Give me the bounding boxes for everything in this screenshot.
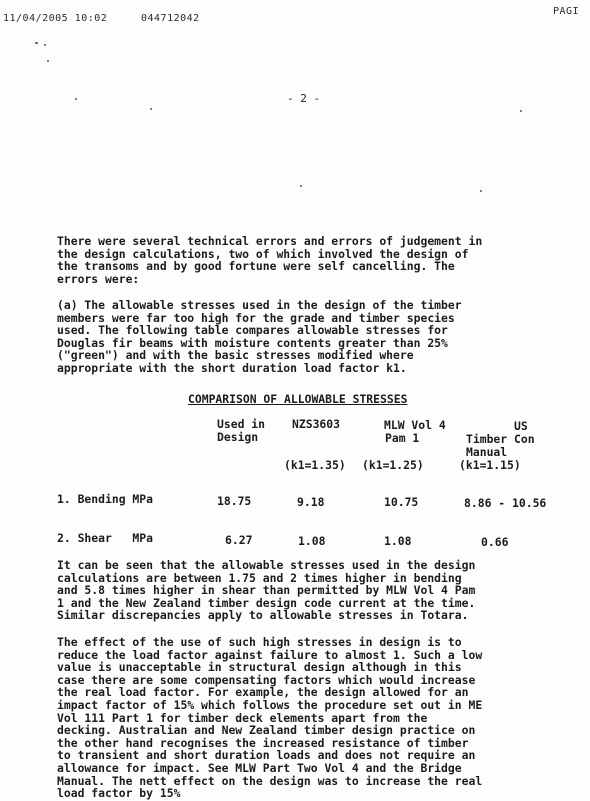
- header-mlw-2: Pam 1: [385, 431, 420, 445]
- scan-speck: [44, 44, 46, 46]
- header-us-3: Manual: [466, 445, 508, 459]
- cell-mlw: 1.08: [384, 534, 412, 548]
- scan-speck: [150, 108, 152, 110]
- fax-datetime: 11/04/2005 10:02: [3, 13, 108, 24]
- text-line: Vol 111 Part 1 for timber deck elements apart from the: [57, 710, 428, 725]
- scan-speck: [75, 98, 77, 100]
- text-line: errors were:: [57, 271, 140, 286]
- header-used-in-design-2: Design: [217, 430, 259, 444]
- cell-us: 0.66: [481, 535, 509, 549]
- header-nzs3603: NZS3603: [292, 417, 341, 431]
- text-line: 1 and the New Zealand timber design code current at the time.: [57, 595, 476, 610]
- cell-nzs3603: 9.18: [297, 495, 325, 509]
- cell-used-in-design: 6.27: [225, 533, 253, 547]
- text-line: The effect of the use of such high stresses in design is to: [57, 635, 462, 649]
- text-line: members were far too high for the grade and timber species: [57, 310, 455, 325]
- text-line: case there are some compensating factors which would increase: [57, 672, 476, 687]
- discrepancy-paragraph: [57, 559, 569, 622]
- row-label: 1. Bending MPa: [57, 492, 154, 506]
- text-line: the real load factor. For example, the design allowed for an: [57, 685, 469, 700]
- row-label: 2. Shear MPa: [57, 531, 154, 545]
- text-line: There were several technical errors and errors of judgement in: [57, 234, 483, 248]
- text-line: Similar discrepancies apply to allowable stresses in Totara.: [57, 608, 469, 623]
- text-line: Douglas fir beams with moisture contents greater than 25%: [57, 335, 448, 350]
- text-line: Manual. The nett effect on the design was to increase the real: [57, 773, 483, 788]
- text-line: the design calculations, two of which involved the design of: [57, 246, 469, 261]
- cell-us: 8.86 - 10.56: [464, 496, 547, 510]
- text-line: the transoms and by good fortune were self cancelling. The: [57, 259, 455, 274]
- text-line: appropriate with the short duration load factor k1.: [57, 360, 407, 375]
- header-us-2: Timber Con: [466, 432, 535, 446]
- header-used-in-design-1: Used in: [217, 417, 266, 431]
- text-line: load factor by 15%: [57, 786, 181, 801]
- text-line: and 5.8 times higher in shear than permitted by MLW Vol 4 Pam: [57, 583, 476, 598]
- header-us-1: US: [514, 419, 528, 433]
- intro-paragraph: [57, 235, 569, 285]
- header-nzs3603-k1: (k1=1.35): [284, 458, 346, 472]
- cell-mlw: 10.75: [384, 495, 419, 509]
- scan-speck: [520, 110, 522, 112]
- fax-page-label: PAGI: [553, 6, 580, 17]
- item-a-paragraph: [57, 299, 569, 375]
- header-mlw-1: MLW Vol 4: [384, 418, 446, 432]
- text-line: allowance for impact. See MLW Part Two Vol 4 and the Bridge: [57, 760, 462, 775]
- text-line: value is unacceptable in structural design although in this: [57, 660, 462, 675]
- text-line: to transient and short duration loads and does not require an: [57, 748, 476, 763]
- text-line: decking. Australian and New Zealand timber design practice on: [57, 723, 476, 738]
- scan-speck: [480, 190, 482, 192]
- text-line: ("green") and with the basic stresses modified where: [57, 348, 414, 363]
- table-title: COMPARISON OF ALLOWABLE STRESSES: [188, 392, 408, 406]
- text-line: (a) The allowable stresses used in the design of the timber: [57, 298, 462, 312]
- text-line: used. The following table compares allowable stresses for: [57, 323, 448, 338]
- text-line: impact factor of 15% which follows the procedure set out in ME: [57, 697, 483, 712]
- header-us-k1: (k1=1.15): [459, 458, 521, 472]
- scan-speck: [35, 42, 38, 44]
- scan-speck: [47, 60, 49, 62]
- header-mlw-k1: (k1=1.25): [362, 458, 424, 472]
- fax-number: 044712042: [141, 13, 200, 24]
- text-line: It can be seen that the allowable stresses used in the design: [57, 558, 476, 572]
- text-line: calculations are between 1.75 and 2 times higher in bending: [57, 570, 462, 585]
- text-line: reduce the load factor against failure to almost 1. Such a low: [57, 647, 483, 662]
- scan-speck: [300, 185, 302, 187]
- load-factor-paragraph: [57, 636, 569, 800]
- text-line: the other hand recognises the increased resistance of timber: [57, 735, 469, 750]
- page-number: - 2 -: [287, 92, 321, 105]
- cell-nzs3603: 1.08: [298, 534, 326, 548]
- cell-used-in-design: 18.75: [217, 494, 252, 508]
